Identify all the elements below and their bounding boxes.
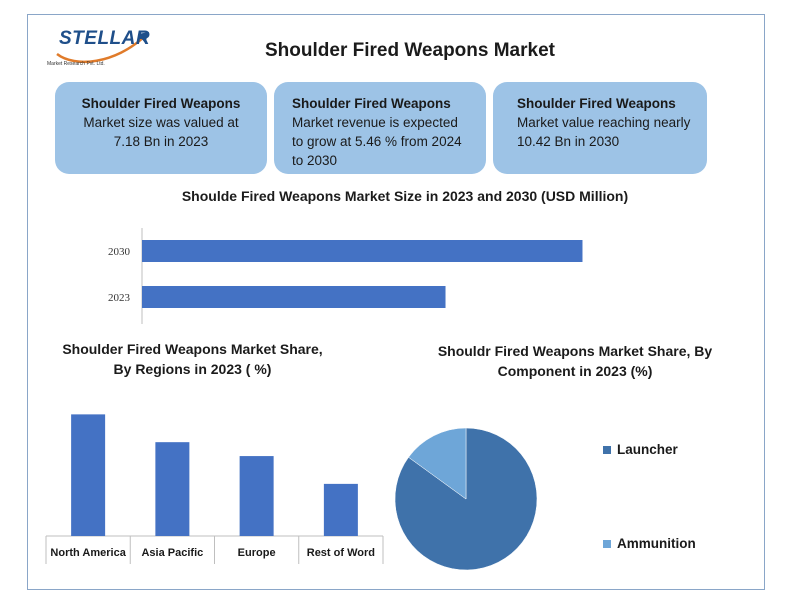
legend-label: Ammunition — [617, 536, 696, 551]
card-body: Market value reaching nearly 10.42 Bn in 2030 — [517, 115, 691, 149]
tick-label-europe: Europe — [237, 547, 276, 559]
tick-label-2023: 2023 — [108, 292, 130, 304]
tick-label-asia-pacific: Asia Pacific — [141, 547, 204, 559]
card-title: Shoulder Fired Weapons — [81, 96, 241, 111]
card-body: Market size was valued at 7.18 Bn in 2023 — [83, 115, 239, 149]
card-title: Shoulder Fired Weapons — [292, 96, 451, 111]
page-title: Shoulder Fired Weapons Market — [265, 40, 555, 61]
market-size-chart-title: Shoulde Fired Weapons Market Size in 2023 and 2030 (USD Million) — [181, 188, 629, 204]
component-chart-title: Shouldr Fired Weapons Market Share, By Component in 2023 (%) — [437, 343, 713, 379]
legend-item-ammunition — [603, 536, 696, 551]
legend-swatch-ammunition — [603, 540, 611, 548]
legend-item-launcher — [603, 442, 678, 457]
region-chart-title: Shoulder Fired Weapons Market Share, By Regions in 2023 ( %) — [62, 341, 323, 377]
tick-label-north-america: North America — [50, 547, 126, 559]
legend-swatch-launcher — [603, 446, 611, 454]
logo-subtext: Market Research Pvt. Ltd. — [47, 61, 105, 67]
legend-label: Launcher — [617, 442, 678, 457]
logo-text: STELLAR — [59, 28, 151, 49]
tick-label-rest-of-word: Rest of Word — [306, 547, 375, 559]
card-title: Shoulder Fired Weapons — [517, 96, 676, 111]
tick-label-2030: 2030 — [108, 246, 130, 258]
card-body: Market revenue is expected to grow at 5.46 % from 2024 to 2030 — [292, 115, 462, 168]
